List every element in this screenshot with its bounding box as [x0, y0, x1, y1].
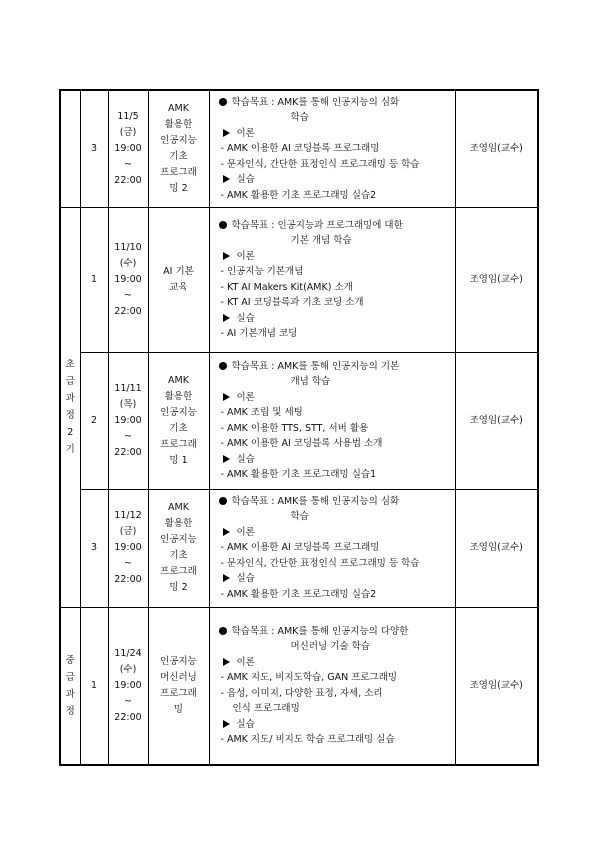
content-item-text: AMK 활용한 기초 프로그래밍 실습2 [226, 588, 377, 600]
content-item-text: KT AI Makers Kit(AMK) 소개 [226, 281, 353, 293]
stage-cell [60, 207, 80, 607]
topic-line: 기초 [169, 422, 188, 434]
section-heading [219, 390, 451, 406]
learning-goal-line [219, 639, 451, 655]
session-topic [148, 489, 209, 607]
session-content [209, 352, 455, 489]
triangle-right-icon [223, 129, 230, 137]
dash-marker: - [220, 189, 227, 201]
topic-line: 밍 1 [169, 454, 188, 466]
instructor-name: 조영임(교수) [455, 352, 538, 489]
date-line: 22:00 [114, 711, 142, 723]
stage-char: 2 [67, 427, 74, 438]
content-item-text: AMK 조립 및 세팅 [226, 407, 303, 418]
learning-goal-text: 학습 [290, 112, 309, 123]
content-item [219, 701, 451, 717]
content-item-text: 인공지능 기본개념 [226, 266, 304, 277]
section-label: 실습 [236, 453, 255, 465]
course-schedule-table [59, 89, 539, 766]
triangle-right-icon [223, 314, 230, 322]
session-number: 1 [80, 607, 108, 765]
session-number: 3 [80, 489, 108, 607]
section-label: 이론 [236, 127, 255, 139]
session-content [209, 489, 455, 607]
section-heading [219, 571, 451, 587]
stage-cell-continued [60, 90, 80, 207]
learning-goal-text: 학습목표 : AMK를 통해 인공지능의 심화 [231, 96, 400, 108]
schedule-row [60, 352, 538, 489]
topic-line: 머신러닝 [160, 671, 197, 683]
topic-line: 밍 2 [169, 582, 188, 593]
dash-marker: - [220, 281, 227, 293]
session-topic [148, 352, 209, 489]
dash-marker: - [220, 438, 227, 449]
topic-line: 밍 2 [169, 182, 188, 194]
dash-marker: - [220, 158, 227, 170]
content-item-text: AI 기본개념 코딩 [226, 328, 298, 339]
date-line: ~ [124, 558, 132, 569]
date-line: (수) [119, 257, 137, 269]
content-item [219, 587, 451, 603]
topic-line: 인공지능 [160, 134, 197, 146]
date-line: 22:00 [114, 446, 142, 458]
session-number: 3 [80, 90, 108, 207]
content-item [219, 436, 451, 452]
topic-line: AMK [168, 374, 189, 386]
triangle-right-icon [223, 658, 230, 666]
session-content [209, 607, 455, 765]
dash-marker: - [220, 734, 227, 746]
schedule-row [60, 90, 538, 207]
topic-line: 프로그래 [160, 687, 197, 699]
date-line: ~ [124, 158, 132, 170]
topic-line: 활용한 [164, 390, 193, 402]
section-heading [219, 172, 451, 188]
learning-goal-text: 개념 학습 [290, 376, 331, 387]
bullet-circle-icon [219, 497, 227, 505]
content-item-text: AMK 이용한 AI 코딩블록 사용법 소개 [226, 438, 383, 449]
learning-goal-line [219, 494, 451, 510]
topic-line: 교육 [169, 281, 188, 293]
content-item [219, 188, 451, 204]
content-item-text: AMK 지도/ 비지도 학습 프로그래밍 실습 [226, 734, 395, 746]
date-line: 11/5 [117, 110, 139, 122]
section-label: 실습 [236, 573, 255, 585]
triangle-right-icon [223, 528, 230, 536]
topic-line: 인공지능 [160, 534, 197, 545]
content-item [219, 670, 451, 686]
topic-line: 밍 [173, 703, 184, 715]
session-number: 2 [80, 352, 108, 489]
dash-marker: - [220, 407, 227, 418]
learning-goal-line [219, 233, 451, 249]
content-item-text: KT AI 코딩블록과 기초 코딩 소개 [226, 297, 364, 308]
content-item [219, 280, 451, 296]
content-item-text: 문자인식, 간단한 표정인식 프로그래밍 등 학습 [226, 557, 420, 569]
session-number: 1 [80, 207, 108, 352]
dash-marker: - [220, 297, 227, 308]
dash-marker: - [220, 557, 227, 569]
session-topic [148, 90, 209, 207]
date-line: 19:00 [114, 414, 142, 426]
topic-line: 기초 [169, 550, 188, 561]
topic-line: 인공지능 [160, 406, 197, 418]
stage-char: 정 [65, 410, 75, 421]
stage-char: 중 [65, 654, 75, 666]
date-line: (금) [119, 526, 137, 537]
topic-line: 인공지능 [160, 655, 197, 667]
content-item-text: AMK 활용한 기초 프로그래밍 실습1 [226, 469, 377, 480]
date-line: 19:00 [114, 273, 142, 285]
stage-char: 급 [65, 376, 75, 387]
stage-char: 과 [65, 393, 75, 404]
session-date [108, 352, 148, 489]
instructor-name: 조영임(교수) [455, 207, 538, 352]
topic-line: 기초 [169, 150, 188, 162]
section-label: 이론 [236, 526, 255, 538]
section-heading [219, 452, 451, 468]
schedule-row [60, 607, 538, 765]
learning-goal-line [219, 95, 451, 111]
session-topic [148, 207, 209, 352]
date-line: 19:00 [114, 679, 142, 691]
learning-goal-line [219, 359, 451, 375]
topic-line: 활용한 [164, 118, 193, 130]
dash-marker: - [220, 687, 227, 699]
dash-marker: - [220, 422, 227, 434]
learning-goal-line [219, 110, 451, 126]
session-topic [148, 607, 209, 765]
learning-goal-line [219, 218, 451, 234]
learning-goal-line [219, 509, 451, 525]
content-item [219, 264, 451, 280]
bullet-circle-icon [219, 98, 227, 106]
date-line: 19:00 [114, 542, 142, 553]
section-heading [219, 249, 451, 265]
schedule-body [60, 90, 538, 765]
dash-marker: - [220, 469, 227, 480]
date-line: (수) [119, 663, 137, 675]
bullet-circle-icon [219, 362, 227, 370]
session-date [108, 90, 148, 207]
content-item [219, 405, 451, 421]
date-line: 22:00 [114, 174, 142, 186]
content-item [219, 157, 451, 173]
triangle-right-icon [223, 455, 230, 463]
section-heading [219, 655, 451, 671]
date-line: 11/10 [114, 241, 142, 253]
triangle-right-icon [223, 175, 230, 183]
triangle-right-icon [223, 252, 230, 260]
section-heading [219, 126, 451, 142]
content-item [219, 421, 451, 437]
date-line: (금) [119, 126, 137, 138]
session-date [108, 489, 148, 607]
stage-char: 기 [65, 444, 75, 455]
content-item [219, 326, 451, 342]
section-heading [219, 525, 451, 541]
session-date [108, 607, 148, 765]
learning-goal-text: 학습목표 : 인공지능과 프로그래밍에 대한 [231, 219, 403, 231]
topic-line: 프로그래 [160, 566, 197, 577]
triangle-right-icon [223, 574, 230, 582]
dash-marker: - [220, 143, 227, 154]
instructor-name: 조영임(교수) [455, 90, 538, 207]
content-item [219, 540, 451, 556]
stage-char: 과 [65, 688, 75, 700]
section-label: 실습 [236, 312, 255, 324]
date-line: 19:00 [114, 142, 142, 154]
date-line: 22:00 [114, 574, 142, 585]
section-label: 이론 [236, 656, 255, 668]
learning-goal-text: 기본 개념 학습 [290, 235, 352, 246]
date-line: 11/11 [114, 382, 142, 394]
dash-marker: - [220, 266, 227, 277]
date-line: 22:00 [114, 305, 142, 317]
section-label: 이론 [236, 391, 255, 403]
learning-goal-line [219, 624, 451, 640]
content-item [219, 467, 451, 483]
section-label: 실습 [236, 718, 255, 730]
content-item-text: AMK 지도, 비지도학습, GAN 프로그래밍 [226, 672, 398, 684]
section-heading [219, 717, 451, 733]
content-item-text: AMK 활용한 기초 프로그래밍 실습2 [226, 189, 377, 201]
instructor-name: 조영임(교수) [455, 607, 538, 765]
learning-goal-text: 학습목표 : AMK를 통해 인공지능의 심화 [231, 495, 400, 507]
topic-line: 프로그래 [160, 166, 197, 178]
section-label: 이론 [236, 250, 255, 262]
dash-marker: - [220, 328, 227, 339]
content-item-text: AMK 이용한 AI 코딩블록 프로그래밍 [226, 143, 380, 154]
content-item [219, 556, 451, 572]
instructor-name: 조영임(교수) [455, 489, 538, 607]
content-item [219, 732, 451, 748]
content-item-text: 음성, 이미지, 다양한 표정, 자세, 소리 [226, 687, 383, 699]
stage-char: 정 [65, 705, 75, 717]
content-item-text: 인식 프로그래밍 [232, 703, 300, 715]
stage-cell [60, 607, 80, 765]
schedule-row [60, 207, 538, 352]
content-item [219, 295, 451, 311]
date-line: (목) [119, 398, 137, 410]
dash-marker: - [220, 542, 227, 554]
learning-goal-line [219, 374, 451, 390]
bullet-circle-icon [219, 221, 227, 229]
topic-line: AMK [168, 502, 189, 513]
schedule-row [60, 489, 538, 607]
learning-goal-text: 학습목표 : AMK를 통해 인공지능의 기본 [231, 360, 400, 372]
section-heading [219, 311, 451, 327]
content-item-text: 문자인식, 간단한 표정인식 프로그래밍 등 학습 [226, 158, 420, 170]
dash-marker: - [220, 588, 227, 600]
triangle-right-icon [223, 720, 230, 728]
topic-line: 활용한 [164, 518, 193, 529]
content-item [219, 686, 451, 702]
date-line: 11/12 [114, 510, 142, 521]
stage-char: 급 [65, 671, 75, 683]
date-line: ~ [124, 695, 132, 707]
content-item [219, 141, 451, 157]
session-date [108, 207, 148, 352]
triangle-right-icon [223, 393, 230, 401]
session-content [209, 207, 455, 352]
learning-goal-text: 학습목표 : AMK를 통해 인공지능의 다양한 [231, 625, 409, 637]
content-item-text: AMK 이용한 TTS, STT, 서버 활용 [226, 422, 369, 434]
content-item-text: AMK 이용한 AI 코딩블록 프로그래밍 [226, 542, 380, 554]
date-line: ~ [124, 289, 132, 301]
date-line: 11/24 [114, 647, 142, 659]
learning-goal-text: 머신러닝 기술 학습 [290, 641, 370, 653]
stage-char: 초 [65, 359, 75, 370]
dash-marker: - [220, 672, 227, 684]
topic-line: 프로그래 [160, 438, 197, 450]
date-line: ~ [124, 430, 132, 442]
section-label: 실습 [236, 174, 255, 185]
learning-goal-text: 학습 [290, 511, 309, 523]
topic-line: AMK [168, 102, 189, 114]
bullet-circle-icon [219, 627, 227, 635]
session-content [209, 90, 455, 207]
topic-line: AI 기본 [163, 265, 194, 277]
